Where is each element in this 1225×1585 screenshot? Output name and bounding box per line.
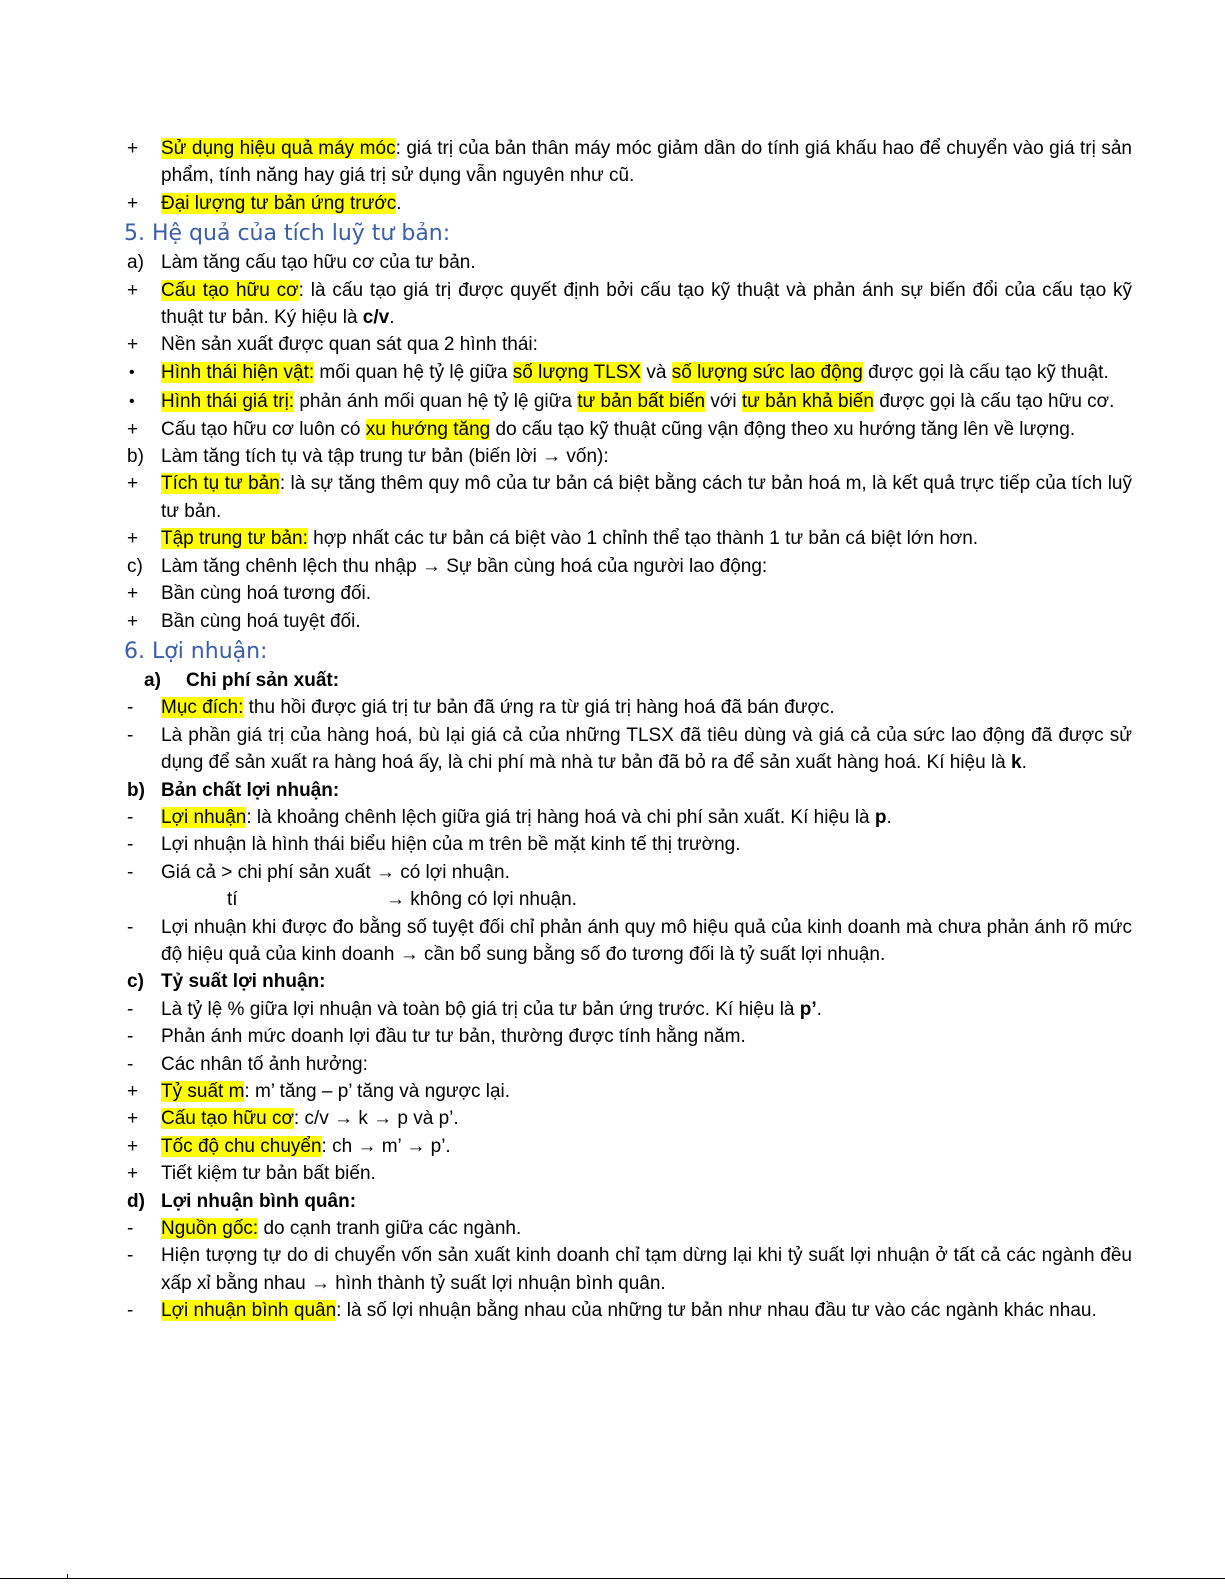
list-item: - Lợi nhuận: là khoảng chênh lệch giữa giá trị hàng hoá và chi phí sản xuất. Kí hiệu là p. — [124, 804, 1132, 831]
list-item: c) Làm tăng chênh lệch thu nhập → Sự bần cùng hoá của người lao động: — [124, 553, 1132, 580]
list-item: • Hình thái giá trị: phản ánh mối quan hệ tỷ lệ giữa tư bản bất biến với tư bản khả biến được gọi là cấu tạo hữu cơ. — [124, 388, 1132, 415]
list-item: a) Làm tăng cấu tạo hữu cơ của tư bản. — [124, 249, 1132, 276]
dash-marker: - — [127, 998, 134, 1020]
bullet-marker: • — [129, 393, 135, 411]
section-heading-5: 5. Hệ quả của tích luỹ tư bản: — [124, 221, 451, 247]
letter-marker: a) — [144, 669, 161, 691]
list-item: + Tiết kiệm tư bản bất biến. — [124, 1160, 1132, 1187]
highlighted-term: Lợi nhuận bình quân — [161, 1300, 337, 1322]
list-item: - Là tỷ lệ % giữa lợi nhuận và toàn bộ giá trị của tư bản ứng trước. Kí hiệu là p’. — [124, 996, 1132, 1023]
dash-marker: - — [127, 1245, 134, 1267]
list-item: - Giá cả > chi phí sản xuất → có lợi nhuận. — [124, 859, 1132, 886]
list-item: + Tập trung tư bản: hợp nhất các tư bản cá biệt vào 1 chỉnh thể tạo thành 1 tư bản cá biệt lớn hơn. — [124, 525, 1132, 552]
list-item: - Các nhân tố ảnh hưởng: — [124, 1051, 1132, 1078]
document-body — [124, 135, 1132, 1325]
list-item: d) Lợi nhuận bình quân: — [124, 1188, 1132, 1215]
plus-marker: + — [127, 418, 139, 440]
highlighted-term: Mục đích: — [161, 697, 244, 719]
plus-marker: + — [127, 1135, 139, 1157]
list-item: tí → không có lợi nhuận. — [227, 889, 577, 911]
list-item: - Là phần giá trị của hàng hoá, bù lại giá cả của những TLSX đã tiêu dùng và giá cả của sức lao động đã được sử dụng để sản xuất ra hàng hoá ấy, là chi phí mà nhà tư bản đã bỏ ra để sản xuất hàng hoá. Kí hiệu là k. — [124, 722, 1132, 777]
letter-marker: a) — [127, 252, 144, 274]
list-item: + Tích tụ tư bản: là sự tăng thêm quy mô của tư bản cá biệt bằng cách tư bản hoá m, là kết quả trực tiếp của tích luỹ tư bản. — [124, 470, 1132, 525]
list-item: - Lợi nhuận là hình thái biểu hiện của m trên bề mặt kinh tế thị trường. — [124, 831, 1132, 858]
list-item: - Mục đích: thu hồi được giá trị tư bản đã ứng ra từ giá trị hàng hoá đã bán được. — [124, 694, 1132, 721]
list-item: - Hiện tượng tự do di chuyển vốn sản xuất kinh doanh chỉ tạm dừng lại khi tỷ suất lợi nhuận ở tất cả các ngành đều xấp xỉ bằng nhau → hình thành tỷ suất lợi nhuận bình quân. — [124, 1242, 1132, 1297]
highlighted-term: Sử dụng hiệu quả máy móc — [161, 138, 396, 159]
list-item: + Cấu tạo hữu cơ luôn có xu hướng tăng do cấu tạo kỹ thuật cũng vận động theo xu hướng tăng lên về lượng. — [124, 416, 1132, 443]
list-item: + Tốc độ chu chuyển: ch → m’ → p’. — [124, 1133, 1132, 1160]
plus-marker: + — [127, 279, 139, 301]
list-item: - Lợi nhuận bình quân: là số lợi nhuận bằng nhau của những tư bản như nhau đầu tư vào các ngành khác nhau. — [124, 1297, 1132, 1324]
highlighted-term: Lợi nhuận — [161, 806, 247, 828]
letter-marker: c) — [127, 555, 143, 577]
list-item: + Sử dụng hiệu quả máy móc: giá trị của bản thân máy móc giảm dần do tính giá khấu hao để chuyển vào giá trị sản phẩm, tính năng hay giá trị sử dụng vẫn nguyên như cũ. — [124, 135, 1132, 190]
highlighted-term: Hình thái giá trị: — [161, 391, 295, 413]
letter-marker: b) — [127, 446, 144, 468]
list-item: + Đại lượng tư bản ứng trước. — [124, 190, 1132, 217]
letter-marker: d) — [127, 1190, 145, 1212]
list-item: + Cấu tạo hữu cơ: c/v → k → p và p’. — [124, 1105, 1132, 1132]
list-item: • Hình thái hiện vật: mối quan hệ tỷ lệ giữa số lượng TLSX và số lượng sức lao động được gọi là cấu tạo kỹ thuật. — [124, 359, 1132, 386]
letter-marker: c) — [127, 971, 144, 993]
highlighted-term: Tích tụ tư bản — [161, 473, 280, 495]
dash-marker: - — [127, 834, 134, 856]
dash-marker: - — [127, 806, 134, 828]
plus-marker: + — [127, 1163, 139, 1185]
list-item: b) Làm tăng tích tụ và tập trung tư bản (biến lời → vốn): — [124, 443, 1132, 470]
highlighted-term: xu hướng tăng — [365, 418, 491, 440]
list-item: + Bần cùng hoá tuyệt đối. — [124, 608, 1132, 635]
dash-marker: - — [127, 861, 134, 883]
list-item: a) Chi phí sản xuất: — [124, 667, 1132, 694]
dash-marker: - — [127, 1218, 134, 1240]
plus-marker: + — [127, 583, 139, 605]
list-item: + Nền sản xuất được quan sát qua 2 hình thái: — [124, 331, 1132, 358]
letter-marker: b) — [127, 779, 145, 801]
list-item: - Nguồn gốc: do cạnh tranh giữa các ngành. — [124, 1215, 1132, 1242]
plus-marker: + — [127, 138, 139, 159]
dash-marker: - — [127, 1026, 134, 1048]
list-item: - Lợi nhuận khi được đo bằng số tuyệt đối chỉ phản ánh quy mô hiệu quả của kinh doanh mà chưa phản ánh rõ mức độ hiệu quả của kinh doanh → cần bổ sung bằng số đo tương đối là tỷ suất lợi nhuận. — [124, 914, 1132, 969]
section-heading-6: 6. Lợi nhuận: — [124, 638, 268, 664]
highlighted-term: Tốc độ chu chuyển — [161, 1135, 322, 1157]
highlighted-term: Nguồn gốc: — [161, 1218, 259, 1240]
plus-marker: + — [127, 610, 139, 632]
plus-marker: + — [127, 528, 139, 550]
plus-marker: + — [127, 473, 139, 495]
plus-marker: + — [127, 334, 139, 356]
highlighted-term: Cấu tạo hữu cơ — [161, 1108, 294, 1130]
dash-marker: - — [127, 697, 134, 719]
plus-marker: + — [127, 1108, 139, 1130]
list-item: - Phản ánh mức doanh lợi đầu tư tư bản, thường được tính hằng năm. — [124, 1023, 1132, 1050]
list-item: b) Bản chất lợi nhuận: — [124, 777, 1132, 804]
list-item: c) Tỷ suất lợi nhuận: — [124, 968, 1132, 995]
highlighted-term: Hình thái hiện vật: — [161, 361, 315, 383]
dash-marker: - — [127, 724, 134, 746]
dash-marker: - — [127, 1300, 134, 1322]
highlighted-term: Tỷ suất m — [161, 1081, 245, 1102]
highlighted-term: Đại lượng tư bản ứng trước — [161, 192, 397, 214]
list-item: + Tỷ suất m: m’ tăng – p’ tăng và ngược lại. — [124, 1078, 1132, 1105]
highlighted-term: Tập trung tư bản: — [161, 528, 308, 550]
list-item: + Cấu tạo hữu cơ: là cấu tạo giá trị được quyết định bởi cấu tạo kỹ thuật và phản ánh sự biến đổi của cấu tạo kỹ thuật tư bản. Ký hiệu là c/v. — [124, 277, 1132, 332]
page-bottom-border — [0, 1578, 1225, 1581]
dash-marker: - — [127, 916, 134, 938]
plus-marker: + — [127, 192, 139, 214]
bullet-marker: • — [129, 363, 135, 381]
highlighted-term: Cấu tạo hữu cơ — [161, 279, 299, 301]
plus-marker: + — [127, 1081, 139, 1102]
page-corner-tick — [67, 1574, 68, 1579]
list-item: + Bần cùng hoá tương đối. — [124, 580, 1132, 607]
dash-marker: - — [127, 1053, 134, 1075]
